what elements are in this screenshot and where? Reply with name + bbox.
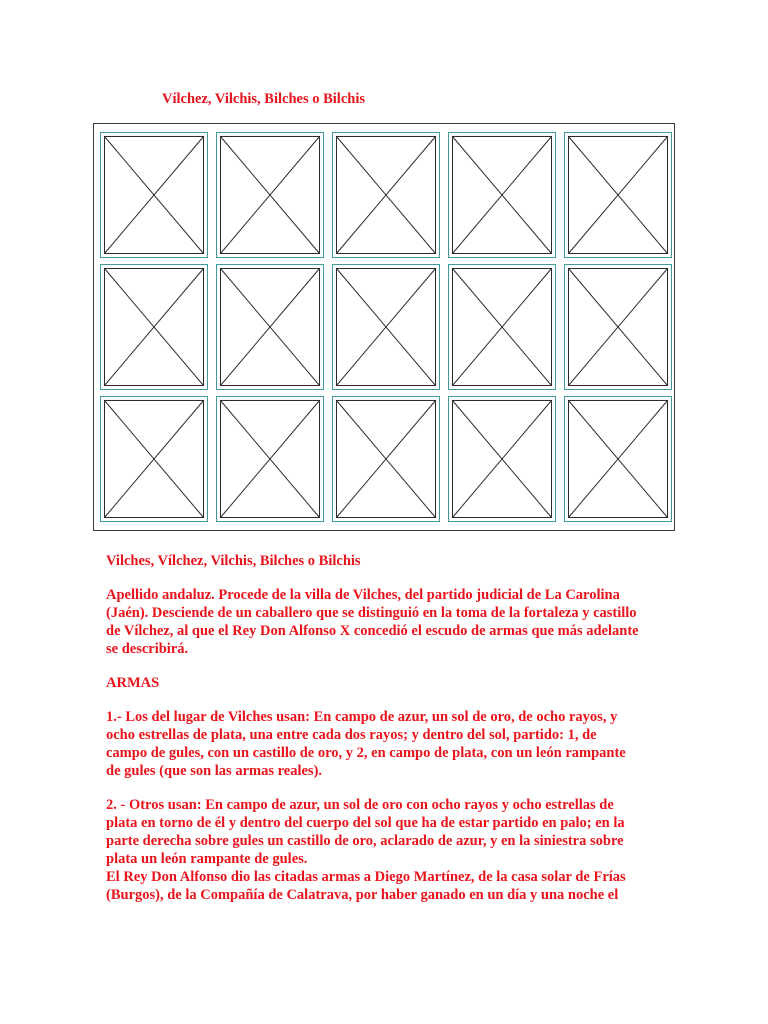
image-placeholder: [216, 264, 324, 390]
intro-paragraph: Apellido andaluz. Procede de la villa de Vilches, del partido judicial de La Carolina (Jaén). Desciende de un caballero que se distinguió en la toma de la fortaleza y castillo de Vílchez, al que el Rey Don Alfonso X concedió el escudo de armas que más adelante se describirá.: [106, 587, 639, 657]
history-paragraph: El Rey Don Alfonso dio las citadas armas a Diego Martínez, de la casa solar de Frías (Burgos), de la Compañía de Calatrava, por haber ganado en un día y una noche el: [106, 869, 626, 903]
broken-image-cross-icon: [568, 268, 668, 386]
image-placeholder: [216, 132, 324, 258]
image-placeholder: [332, 396, 440, 522]
broken-image-cross-icon: [104, 136, 204, 254]
broken-image-cross-icon: [452, 136, 552, 254]
image-placeholder: [332, 132, 440, 258]
image-placeholder: [448, 396, 556, 522]
subtitle: Vilches, Vílchez, Vilchis, Bilches o Bilchis: [106, 553, 361, 569]
broken-image-cross-icon: [568, 400, 668, 518]
broken-image-cross-icon: [568, 136, 668, 254]
image-placeholder: [100, 396, 208, 522]
image-placeholder: [564, 132, 672, 258]
arma-2-paragraph: 2. - Otros usan: En campo de azur, un sol de oro con ocho rayos y ocho estrellas de plata en torno de él y dentro del cuerpo del sol que ha de estar partido en palo; en la parte derecha sobre gules un castillo de oro, aclarado de azur, y en la siniestra sobre plata un león rampante de gules.: [106, 797, 625, 867]
image-placeholder: [332, 264, 440, 390]
broken-image-cross-icon: [220, 136, 320, 254]
broken-image-cross-icon: [104, 268, 204, 386]
broken-image-cross-icon: [220, 400, 320, 518]
image-placeholder: [100, 264, 208, 390]
broken-image-cross-icon: [104, 400, 204, 518]
image-placeholder: [564, 396, 672, 522]
broken-image-cross-icon: [336, 268, 436, 386]
image-placeholder: [564, 264, 672, 390]
arma-1-paragraph: 1.- Los del lugar de Vilches usan: En campo de azur, un sol de oro, de ocho rayos, y ocho estrellas de plata, una entre cada dos rayos; y dentro del sol, partido: 1, de campo de gules, con un castillo de oro, y 2, en campo de plata, con un león rampante de gules (que son las armas reales).: [106, 709, 626, 779]
image-placeholder: [100, 132, 208, 258]
image-placeholder: [448, 132, 556, 258]
image-placeholder-grid: [93, 123, 675, 531]
broken-image-cross-icon: [336, 400, 436, 518]
broken-image-cross-icon: [336, 136, 436, 254]
broken-image-cross-icon: [220, 268, 320, 386]
page-title: Vílchez, Vilchis, Bilches o Bilchis: [162, 91, 366, 107]
broken-image-cross-icon: [452, 400, 552, 518]
image-placeholder: [216, 396, 324, 522]
image-placeholder: [448, 264, 556, 390]
document-body: [106, 552, 666, 920]
armas-heading: ARMAS: [106, 675, 160, 691]
broken-image-cross-icon: [452, 268, 552, 386]
